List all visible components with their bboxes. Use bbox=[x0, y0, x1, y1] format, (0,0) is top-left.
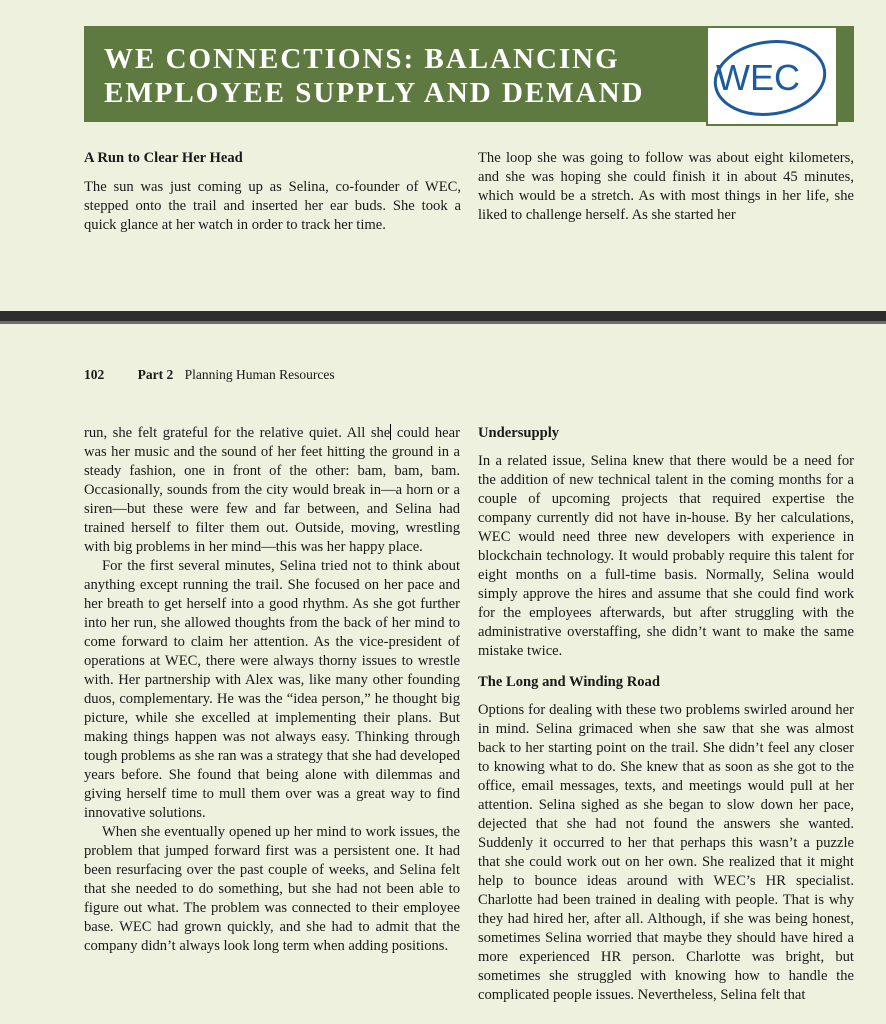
paragraph-options: Options for dealing with these two problems swirled around her in mind. Selina grimaced when she saw that she was almost back to her starting point on the trail. She didn’t feel any closer to knowing what to do. She knew that as soon as she got to the office, email messages, texts, and meetings would pull at her attention. Selina sighed as she began to slow down her pace, dejected that she had not found the answers she wanted. Suddenly it occurred to her that perhaps this wasn’t a puzzle that she could work out on her own. She realized that it might help to bounce ideas around with WEC’s HR specialist. Charlotte had been trained in dealing with people. That is why they had hired her, after all. Although, if she was being honest, sometimes Selina worried that maybe they should have hired a more experienced HR person. Charlotte was bright, but sometimes she struggled with knowing how to handle the complicated people issues. Nevertheless, Selina felt that bbox=[478, 702, 854, 1003]
banner-title-line-2: EMPLOYEE SUPPLY AND DEMAND bbox=[104, 77, 645, 109]
page-number: 102 bbox=[84, 367, 105, 382]
paragraph-run-text-b: could hear was her music and the sound of her feet hitting the ground in a steady fashion, one in front of the other: bam, bam, bam. Occasionally, sounds from the city would break in—a horn or a siren—but these were few and far between, and Selina had trained herself to filter them out. Outside, moving, wrestling with big problems in her mind—this was her happy place. bbox=[84, 425, 460, 555]
intro-paragraph: The sun was just coming up as Selina, co-founder of WEC, stepped onto the trail and inserted her ear buds. She took a quick glance at her watch in order to track her time. bbox=[84, 179, 461, 233]
wec-logo bbox=[706, 26, 838, 126]
banner-title bbox=[104, 42, 704, 110]
paragraph-run-text-a: run, she felt grateful for the relative quiet. All she bbox=[84, 425, 391, 441]
wec-logo-graphic bbox=[708, 28, 836, 124]
right-text-column bbox=[478, 424, 854, 1005]
paragraph-run[interactable] bbox=[84, 424, 460, 557]
banner-title-line-1: WE CONNECTIONS: BALANCING bbox=[104, 43, 620, 75]
case-banner bbox=[84, 26, 854, 122]
section-heading-run: A Run to Clear Her Head bbox=[84, 150, 243, 166]
top-page bbox=[0, 0, 886, 310]
paragraph-problem: When she eventually opened up her mind to work issues, the problem that jumped forward first was a persistent one. It had been resurfacing over the past couple of weeks, and Selina felt that she needed to do something, but she had not been able to figure out what. The problem was connected to their employee base. WEC had grown quickly, and she had to admit that the company didn’t always look long term when adding positions. bbox=[84, 824, 460, 954]
part-label: Part 2 bbox=[137, 367, 174, 382]
section-heading-long-road: The Long and Winding Road bbox=[478, 674, 660, 690]
bottom-page bbox=[0, 324, 886, 1024]
paragraph-undersupply: In a related issue, Selina knew that there would be a need for the addition of new technical talent in the coming months for a couple of upcoming projects that required expertise the company currently did not have in-house. By her calculations, WEC would need three new developers with experience in blockchain technology. It would probably require this talent for eight months on a full-time basis. Normally, Selina would simply approve the hires and assume that she could find work for the employees afterwards, but after struggling with the administrative overstaffing, she didn’t want to make the same mistake twice. bbox=[478, 453, 854, 659]
paragraph-thoughts: For the first several minutes, Selina tried not to think about anything except running the trail. She focused on her pace and her breath to get herself into a good rhythm. As she got further into her run, she allowed thoughts from the back of her mind to come forward to claim her attention. As the vice-president of operations at WEC, there were always thorny issues to wrestle with. Her partnership with Alex was, like many other founding duos, complementary. He was the “idea person,” he thought big picture, while she excelled at implementing their plans. But making things happen was not always easy. Thinking through tough problems as she ran was a strategy that she had developed years before. She found that being alone with dilemmas and giving herself time to mull them over was a great way to find innovative solutions. bbox=[84, 558, 460, 821]
section-label: Planning Human Resources bbox=[184, 367, 335, 382]
running-head bbox=[84, 367, 335, 383]
left-text-column bbox=[84, 424, 460, 956]
section-heading-undersupply: Undersupply bbox=[478, 425, 560, 441]
loop-paragraph: The loop she was going to follow was about eight kilometers, and she was hoping she could finish it in about 45 minutes, which would be a stretch. As with most things in her life, she liked to challenge herself. As she started her bbox=[478, 150, 854, 223]
page-divider bbox=[0, 311, 886, 324]
top-right-column bbox=[478, 149, 854, 225]
top-left-column bbox=[84, 149, 461, 235]
wec-logo-text: WEC bbox=[716, 57, 800, 98]
